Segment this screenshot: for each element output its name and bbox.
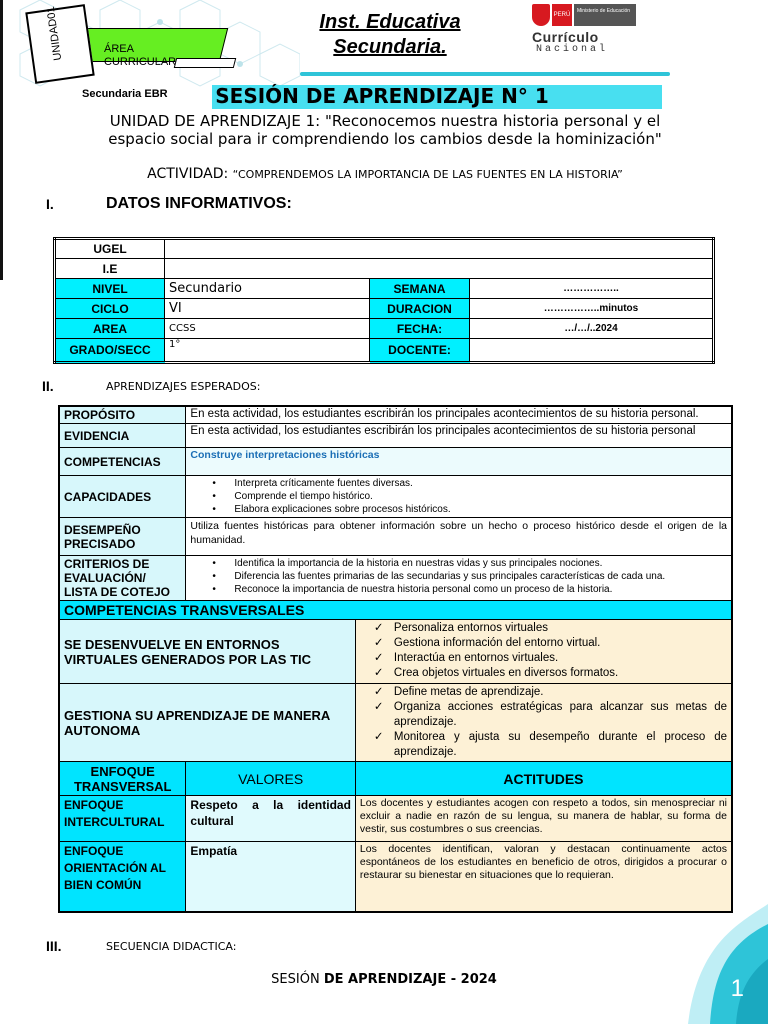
ie-value xyxy=(165,259,714,279)
criterios-list-cell xyxy=(186,556,732,601)
enfoque-name: ENFOQUE INTERCULTURAL xyxy=(59,796,186,842)
capacidades-list-cell xyxy=(186,476,732,518)
criterios-list xyxy=(212,557,727,596)
area-field-label: AREA xyxy=(55,319,165,339)
table-row xyxy=(55,299,714,319)
table-row xyxy=(55,239,714,259)
ie-label: I.E xyxy=(55,259,165,279)
logo-country: PERÚ xyxy=(552,4,572,26)
ciclo-label: CICLO xyxy=(55,299,165,319)
table-row xyxy=(55,339,714,363)
competencias-value: Construye interpretaciones históricas xyxy=(186,448,732,476)
table-row xyxy=(55,319,714,339)
semana-value: …………….. xyxy=(470,279,714,299)
list-item: ✓ Interactúa en entornos virtuales. xyxy=(360,651,727,666)
enfoque-value: Respeto a la identidad cultural xyxy=(186,796,356,842)
evidencia-label: EVIDENCIA xyxy=(59,424,186,448)
list-item: • Reconoce la importancia de nuestra historia personal como un proceso de la historia. xyxy=(212,583,727,596)
semana-label: SEMANA xyxy=(370,279,470,299)
table-row xyxy=(59,620,732,684)
proposito-label: PROPÓSITO xyxy=(59,406,186,424)
area-curricular-label: CURRICULAR xyxy=(104,56,177,68)
docente-value xyxy=(470,339,714,363)
proposito-value: En esta actividad, los estudiantes escribirán los principales acontecimientos de su historia personal. xyxy=(186,406,732,424)
tic-list xyxy=(360,621,727,681)
logo-ministry: Ministerio de Educación xyxy=(574,4,636,26)
table-row xyxy=(55,279,714,299)
page-number: 1 xyxy=(730,975,744,1002)
transversales-heading: COMPETENCIAS TRANSVERSALES xyxy=(59,601,732,620)
area-field-value: CCSS xyxy=(165,319,370,339)
activity-line xyxy=(100,166,670,182)
table-row xyxy=(59,448,732,476)
institution-title: Inst. Educativa Secundaria. xyxy=(319,11,461,58)
actitudes-header: ACTITUDES xyxy=(355,762,732,796)
table-row xyxy=(59,762,732,796)
docente-label: DOCENTE: xyxy=(370,339,470,363)
table-row xyxy=(59,424,732,448)
section1-title: DATOS INFORMATIVOS: xyxy=(106,195,292,212)
logo-line1: Currículo xyxy=(532,29,599,45)
capacidades-list xyxy=(212,477,727,516)
level-tag: Secundaria EBR xyxy=(82,88,168,100)
desempeno-label: DESEMPEÑO PRECISADO xyxy=(59,518,186,556)
table-row xyxy=(59,406,732,424)
enfoque-header: ENFOQUE TRANSVERSAL xyxy=(59,762,186,796)
unit-tag-label: UNIDAD01 xyxy=(44,5,65,62)
table-row xyxy=(59,842,732,912)
page-footer xyxy=(0,972,768,987)
capacidades-label: CAPACIDADES xyxy=(59,476,186,518)
footer-bold: DE APRENDIZAJE - 2024 xyxy=(323,972,497,987)
tic-list-cell xyxy=(355,620,732,684)
header-accent-line xyxy=(300,72,670,76)
criterios-label: CRITERIOS DE EVALUACIÓN/ LISTA DE COTEJO xyxy=(59,556,186,601)
nivel-value: Secundario xyxy=(165,279,370,299)
activity-label: ACTIVIDAD: xyxy=(147,166,229,182)
section3-title: SECUENCIA DIDACTICA: xyxy=(106,940,237,953)
footer-prefix: SESIÓN xyxy=(271,972,324,987)
table-row xyxy=(59,556,732,601)
duracion-value: ……………..minutos xyxy=(470,299,714,319)
section2-number: II. xyxy=(42,378,54,394)
table-row xyxy=(59,476,732,518)
list-item: ✓ Gestiona información del entorno virtual. xyxy=(360,636,727,651)
curricular-tab-shape xyxy=(174,58,236,68)
ciclo-value: VI xyxy=(165,299,370,319)
table-row xyxy=(59,518,732,556)
table-row xyxy=(59,601,732,620)
list-item: ✓ Organiza acciones estratégicas para alcanzar sus metas de aprendizaje. xyxy=(360,700,727,730)
list-item: ✓ Personaliza entornos virtuales xyxy=(360,621,727,636)
unit-tag xyxy=(25,4,94,84)
grado-label: GRADO/SECC xyxy=(55,339,165,363)
fecha-label: FECHA: xyxy=(370,319,470,339)
table-row xyxy=(55,259,714,279)
section1-number: I. xyxy=(46,196,54,212)
list-item: • Interpreta críticamente fuentes diversas. xyxy=(212,477,727,490)
enfoque-attitude: Los docentes identifican, valoran y destacan continuamente actos espontáneos de los estudiantes en beneficio de otros, dirigidos a procurar o restaurar su bienestar en situaciones que lo requieran. xyxy=(355,842,732,912)
table-row xyxy=(59,796,732,842)
enfoque-name: ENFOQUE ORIENTACIÓN AL BIEN COMÚN xyxy=(59,842,186,912)
duracion-label: DURACION xyxy=(370,299,470,319)
fecha-value: …/…/..2024 xyxy=(470,319,714,339)
table-row xyxy=(59,684,732,762)
session-title: SESIÓN DE APRENDIZAJE N° 1 xyxy=(215,84,549,108)
section2-title: APRENDIZAJES ESPERADOS: xyxy=(106,380,261,393)
evidencia-value: En esta actividad, los estudiantes escribirán los principales acontecimientos de su historia personal xyxy=(186,424,732,448)
ugel-value xyxy=(165,239,714,259)
area-label: ÁREA xyxy=(104,43,134,55)
unit-description: UNIDAD DE APRENDIZAJE 1: "Reconocemos nuestra historia personal y el espacio social para ir comprendiendo los cambios desde la hominización" xyxy=(108,112,662,148)
curriculo-nacional-logo xyxy=(532,2,636,56)
logo-line2: Nacional xyxy=(536,44,609,55)
list-item: • Identifica la importancia de la historia en nuestras vidas y sus principales nociones. xyxy=(212,557,727,570)
gestiona-list xyxy=(360,685,727,760)
list-item: ✓ Crea objetos virtuales en diversos formatos. xyxy=(360,666,727,681)
list-item: ✓ Define metas de aprendizaje. xyxy=(360,685,727,700)
left-border-line xyxy=(0,0,3,280)
activity-text: “COMPRENDEMOS LA IMPORTANCIA DE LAS FUENTES EN LA HISTORIA” xyxy=(232,168,623,181)
desempeno-value: Utiliza fuentes históricas para obtener información sobre un hecho o proceso histórico desde el origen de la humanidad. xyxy=(186,518,732,556)
gestiona-list-cell xyxy=(355,684,732,762)
enfoque-attitude: Los docentes y estudiantes acogen con respeto a todos, sin menospreciar ni excluir a nadie en razón de su lengua, su manera de hablar, su forma de vestir, sus costumbres o sus creencias. xyxy=(355,796,732,842)
section3-number: III. xyxy=(46,938,62,954)
ugel-label: UGEL xyxy=(55,239,165,259)
list-item: • Elabora explicaciones sobre procesos históricos. xyxy=(212,503,727,516)
shield-icon xyxy=(532,4,550,26)
info-table xyxy=(53,237,715,364)
competencias-label: COMPETENCIAS xyxy=(59,448,186,476)
learning-table xyxy=(58,405,733,913)
list-item: • Comprende el tiempo histórico. xyxy=(212,490,727,503)
corner-wave-decoration xyxy=(618,904,768,1024)
tic-competence-label: SE DESENVUELVE EN ENTORNOS VIRTUALES GENERADOS POR LAS TIC xyxy=(59,620,355,684)
enfoque-value: Empatía xyxy=(186,842,356,912)
gestiona-competence-label: GESTIONA SU APRENDIZAJE DE MANERA AUTONOMA xyxy=(59,684,355,762)
nivel-label: NIVEL xyxy=(55,279,165,299)
list-item: ✓ Monitorea y ajusta su desempeño durante el proceso de aprendizaje. xyxy=(360,730,727,760)
grado-value: 1° xyxy=(165,339,370,363)
valores-header: VALORES xyxy=(186,762,356,796)
list-item: • Diferencia las fuentes primarias de las secundarias y sus principales características de cada una. xyxy=(212,570,727,583)
